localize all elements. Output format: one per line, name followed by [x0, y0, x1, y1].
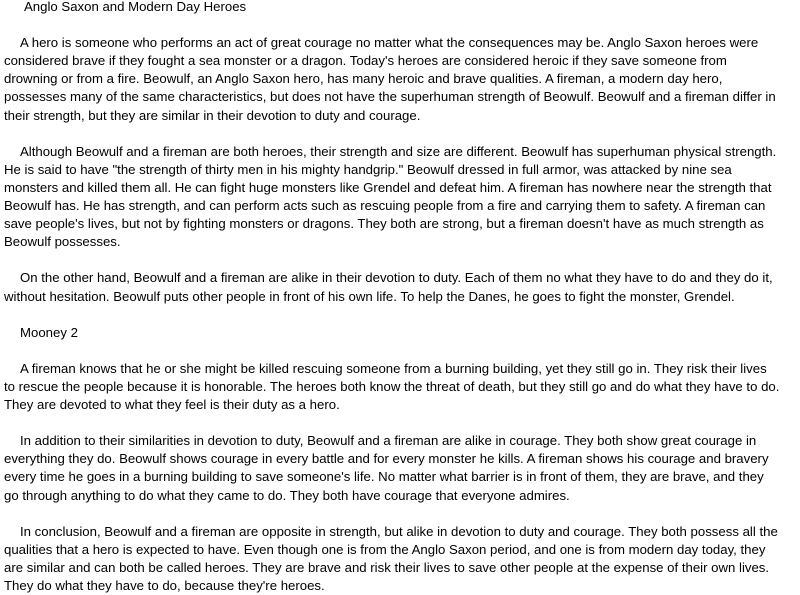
page-header-mooney: Mooney 2	[20, 324, 78, 340]
paragraph-introduction: A hero is someone who performs an act of great courage no matter what the consequences may be. Anglo Saxon heroes were considered brave if they fought a sea monster or a dragon. Today's heroes are considered heroic if they save someone from drowning or from a fire. Beowulf, an Anglo Saxon hero, has many heroic and brave qualities. A fireman, a modern day hero, possesses many of the same characteristics, but does not have the superhuman strength of Beowulf. Beowulf and a fireman differ in their strength, but they are similar in their devotion to duty and courage.	[4, 35, 776, 123]
paragraph-courage: In addition to their similarities in devotion to duty, Beowulf and a fireman are alike in courage. They both show great courage in everything they do. Beowulf shows courage in every battle and for every monster he kills. A fireman shows his courage and bravery every time he goes in a burning building to save someone's life. No matter what barrier is in front of them, they are brave, and they go through anything to do what they came to do. They both have courage that everyone admires.	[4, 433, 769, 503]
paragraph-fireman-risk: A fireman knows that he or she might be killed rescuing someone from a burning building, yet they still go in. They risk their lives to rescue the people because it is honorable. The heroes both know the threat of death, but they still go and do what they have to do. They are devoted to what they feel is their duty as a hero.	[4, 360, 780, 413]
essay-title: Anglo Saxon and Modern Day Heroes	[24, 0, 247, 14]
paragraph-duty: On the other hand, Beowulf and a fireman are alike in their devotion to duty. Each of them no what they have to do and they do it, without hesitation. Beowulf puts other people in front of his own life. To help the Danes, he goes to fight the monster, Grendel.	[4, 270, 773, 304]
essay-document	[4, 0, 800, 595]
paragraph-conclusion: In conclusion, Beowulf and a fireman are opposite in strength, but alike in devotion to duty and courage. They both possess all the qualities that a hero is expected to have. Even though one is from the Anglo Saxon period, and one is from modern day today, they are similar and can both be called heroes. They are brave and risk their lives to save other people at the expense of their own lives. They do what they have to do, because they're heroes.	[4, 523, 778, 593]
paragraph-strength: Although Beowulf and a fireman are both heroes, their strength and size are different. Beowulf has superhuman physical strength. He is said to have "the strength of thirty men in his mighty handgrip." Beowulf dressed in full armor, was attacked by nine sea monsters and killed them all. He can fight huge monsters like Grendel and defeat him. A fireman has nowhere near the strength that Beowulf has. He has strength, and can perform acts such as rescuing people from a fire and carrying them to safety. A fireman can save people's lives, but not by fighting monsters or dragons. They both are strong, but a fireman doesn't have as much strength as Beowulf possesses.	[4, 143, 777, 250]
